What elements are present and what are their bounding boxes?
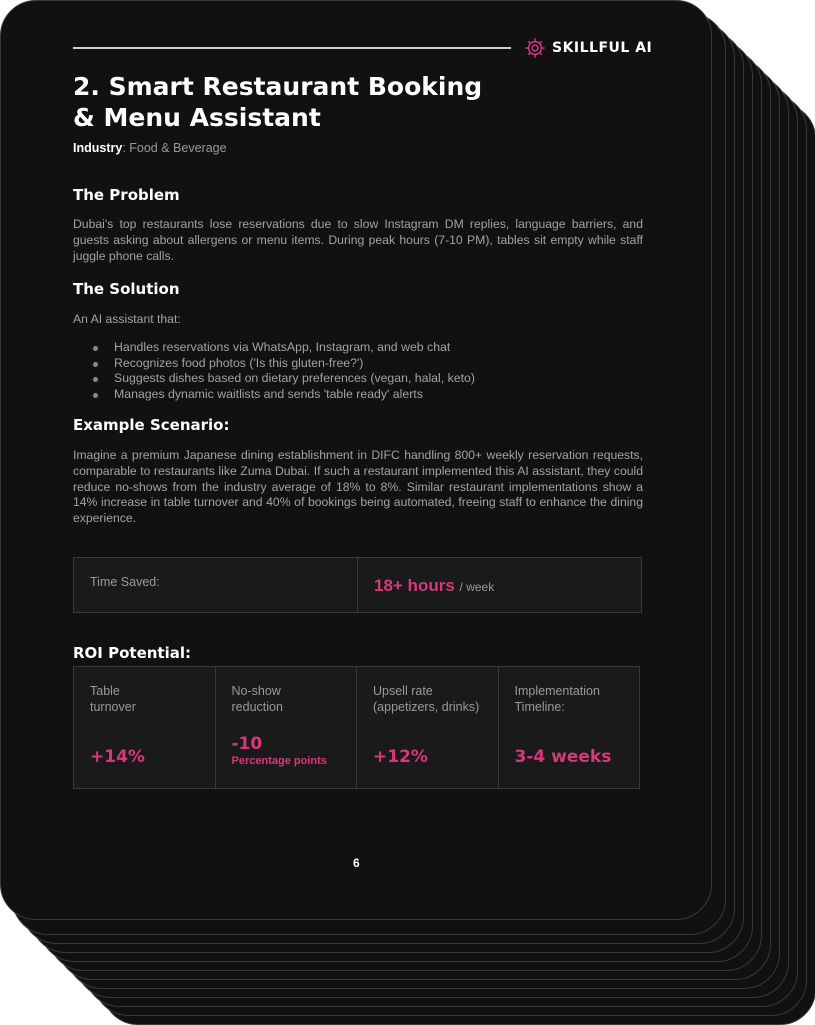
industry-label: Industry <box>73 141 123 155</box>
roi-value: -10 <box>231 734 263 754</box>
list-item: Suggests dishes based on dietary preferences (vegan, halal, keto) <box>93 371 475 387</box>
list-item: Manages dynamic waitlists and sends 'table ready' alerts <box>93 387 475 403</box>
industry-value: Food & Beverage <box>129 141 227 155</box>
time-saved-value: 18+ hours / week <box>374 576 495 595</box>
roi-subvalue: Percentage points <box>231 755 327 767</box>
list-item: Recognizes food photos ('Is this gluten-free?') <box>93 356 475 372</box>
roi-label: Upsell rate (appetizers, drinks) <box>373 684 480 714</box>
header-rule <box>73 47 511 49</box>
roi-cell <box>356 667 498 788</box>
time-saved-box <box>73 557 642 613</box>
roi-label: No-show reduction <box>231 684 283 714</box>
roi-value: +14% <box>90 747 145 767</box>
scenario-heading: Example Scenario: <box>73 416 230 434</box>
roi-table <box>73 666 640 789</box>
scenario-text: Imagine a premium Japanese dining establishment in DIFC handling 800+ weekly reservation requests, comparable to restaurants like Zuma Dubai. If such a restaurant implemented this AI assistant, they could reduce no-shows from the industry average of 18% to 8%. Similar restaurant implementations show a 14% increase in table turnover and 40% of bookings being automated, freeing staff to enhance the dining experience. <box>73 448 643 526</box>
problem-text: Dubai's top restaurants lose reservations due to slow Instagram DM replies, language barriers, and guests asking about allergens or menu items. During peak hours (7-10 PM), tables sit empty while staff juggle phone calls. <box>73 217 643 263</box>
industry-line: Industry: Food & Beverage <box>73 141 227 155</box>
roi-cell <box>498 667 640 788</box>
roi-cell <box>215 667 357 788</box>
roi-value: +12% <box>373 747 428 767</box>
page-title-line: & Menu Assistant <box>73 103 321 132</box>
solution-intro: An AI assistant that: <box>73 312 181 326</box>
roi-label: Table turnover <box>90 684 136 714</box>
page-title <box>73 71 523 133</box>
roi-cell <box>74 667 215 788</box>
roi-label: Implementation Timeline: <box>514 684 600 714</box>
solution-heading: The Solution <box>73 280 180 298</box>
time-saved-unit: / week <box>459 580 495 594</box>
solution-list <box>93 340 475 402</box>
page-number: 6 <box>353 856 360 870</box>
list-item: Handles reservations via WhatsApp, Instagram, and web chat <box>93 340 475 356</box>
roi-value: 3-4 weeks <box>514 747 612 767</box>
brand-logo-lockup <box>524 37 652 59</box>
problem-heading: The Problem <box>73 186 180 204</box>
page-title-line: 2. Smart Restaurant Booking <box>73 72 483 101</box>
time-saved-label: Time Saved: <box>90 575 160 589</box>
roi-heading: ROI Potential: <box>73 644 192 662</box>
brand-logo-icon <box>524 37 546 59</box>
brand-name: SKILLFUL AI <box>552 40 653 56</box>
